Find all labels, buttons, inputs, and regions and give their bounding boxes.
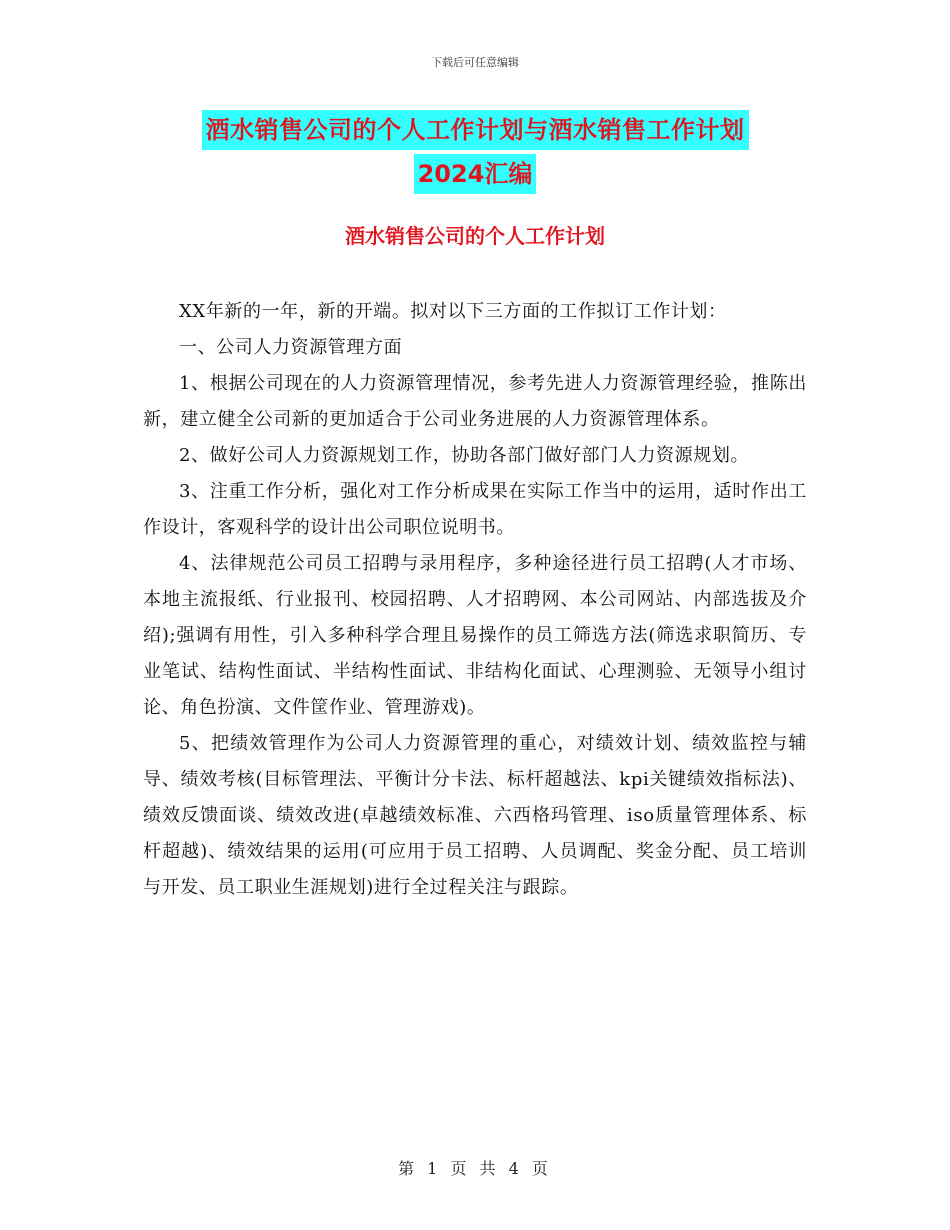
paragraph: XX年新的一年，新的开端。拟对以下三方面的工作拟订工作计划： — [179, 301, 727, 322]
section-title: 酒水销售公司的个人工作计划 — [345, 224, 605, 248]
document-body — [143, 294, 807, 906]
paragraph: 1、根据公司现在的人力资源管理情况，参考先进人力资源管理经验，推陈出新，建立健全公司新的更加适合于公司业务进展的人力资源管理体系。 — [143, 373, 807, 430]
paragraph: 4、法律规范公司员工招聘与录用程序，多种途径进行员工招聘(人才市场、本地主流报纸、行业报刊、校园招聘、人才招聘网、本公司网站、内部选拔及介绍);强调有用性，引入多种科学合理且易操作的员工筛选方法(筛选求职简历、专业笔试、结构性面试、半结构性面试、非结构化面试、心理测验、无领导小组讨论、角色扮演、文件筐作业、管理游戏)。 — [143, 553, 807, 718]
title-line-2: 2024汇编 — [414, 154, 537, 194]
paragraph: 3、注重工作分析，强化对工作分析成果在实际工作当中的运用，适时作出工作设计，客观科学的设计出公司职位说明书。 — [143, 481, 807, 538]
page-header: 下载后可任意编辑 — [431, 56, 519, 69]
page-number: 第 1 页 共 4 页 — [398, 1159, 552, 1178]
title-line-1: 酒水销售公司的个人工作计划与酒水销售工作计划 — [202, 110, 749, 150]
paragraph: 2、做好公司人力资源规划工作，协助各部门做好部门人力资源规划。 — [179, 445, 750, 466]
paragraph: 一、公司人力资源管理方面 — [179, 337, 403, 358]
paragraph: 5、把绩效管理作为公司人力资源管理的重心，对绩效计划、绩效监控与辅导、绩效考核(目标管理法、平衡计分卡法、标杆超越法、kpi关键绩效指标法)、绩效反馈面谈、绩效改进(卓越绩效标准、六西格玛管理、iso质量管理体系、标杆超越)、绩效结果的运用(可应用于员工招聘、人员调配、奖金分配、员工培训与开发、员工职业生涯规划)进行全过程关注与跟踪。 — [143, 733, 807, 898]
document-title — [0, 110, 950, 194]
